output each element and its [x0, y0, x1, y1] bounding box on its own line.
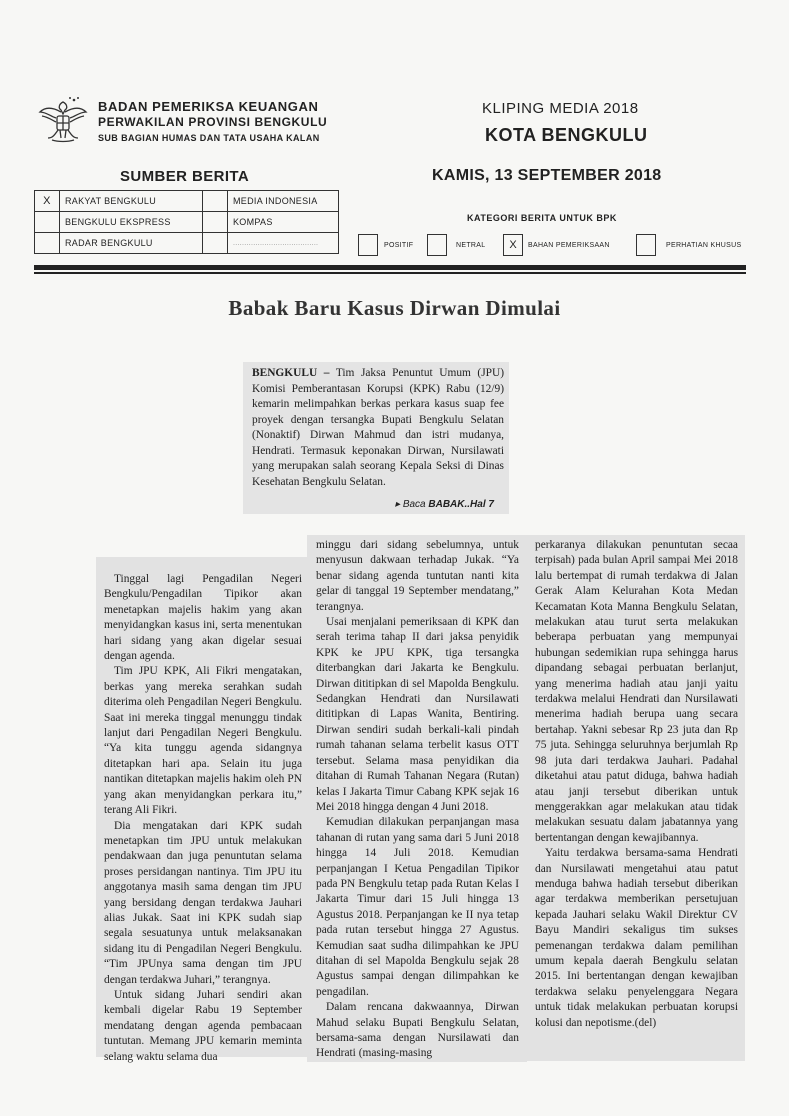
article-column-2: [316, 538, 519, 1062]
category-positif-label: POSITIF: [384, 242, 414, 249]
source-mark: [35, 212, 60, 233]
paragraph: perkaranya dilakukan penuntutan secaa terpisah) pada bulan April sampai Mei 2018 lalu bertempat di rumah terdakwa di Jalan Gerak Alam Kelurahan Kota Medan Kecamatan Kota Manna Bengkulu Selatan, melakukan atau turut serta melakukan beberapa perbuatan yang mempunyai hubungan sedemikian rupa sehingga harus dipandang sebagai perbuatan berlanjut, yang menerima hadiah atau janji yaitu terdakwa melalui Hendrati dan Nursilawati menerima hadiah berupa uang secara bertahap. Yakni sebesar Rp 23 juta dan Rp 75 juta. Sehingga seluruhnya berjumlah Rp 98 juta dari terdakwa Jauhari. Padahal diketahui atau patut diduga, bahwa hadiah atau janji tersebut diberikan untuk menggerakkan agar melakukan atau tidak melakukan sesuatu dalam jabatannya yang bertentangan dengan kewajibannya.: [535, 539, 738, 844]
source-row: [35, 212, 339, 233]
lead-paragraph: [252, 366, 504, 490]
paragraph: Kemudian dilakukan perpanjangan masa tahanan di rutan yang sama dari 5 Juni 2018 hingga 14 Juli 2018. Kemudian perpanjangan I Ketua Pengadilan Tipikor pada PN Bengkulu tetap pada Rutan Kelas I Jakarta Timur dari 15 Juli hingga 13 Agustus 2018. Perpanjangan ke II nya tetap pada rutan tersebut hingga 27 Agustus. Kemudian saat sudha dilimpahkan ke JPU ditahan di sel Mapolda Bengkulu sejak 28 Agustus sampai dengan dilimpahkan ke pengadilan.: [316, 816, 519, 998]
arrow-icon: ▸: [395, 499, 401, 510]
baca-prefix: Baca: [402, 499, 426, 510]
article-column-1: [104, 572, 302, 1065]
category-bahan-label: BAHAN PEMERIKSAAN: [528, 242, 610, 249]
paragraph: Usai menjalani pemeriksaan di KPK dan serah terima tahap II dari jaksa penyidik KPK ke JPU KPK, tiga tersangka diterbangkan dari Jakarta ke Bengkulu. Dirwan dititipkan di sel Mapolda Bengkulu. Sedangkan Hendrati dan Nursilawati dititipkan di Lapas Wanita, Bentiring. Dirwan sendiri sudah berkali-kali pindah rumah tahanan selama terbelit kasus OTT tersebut. Selama masa penyidikan dia ditahan di Rumah Tahanan Negara (Rutan) kelas I Jakarta Timur Cabang KPK sejak 16 Mei 2018 hingga dengan 4 Juni 2018.: [316, 616, 519, 813]
city-title: KOTA BENGKULU: [485, 125, 648, 145]
article-column-3: [535, 538, 738, 1031]
source-name: BENGKULU EKSPRESS: [60, 212, 203, 233]
category-netral-checkbox: [427, 234, 447, 256]
source-name: ......................................: [228, 233, 339, 254]
source-name: KOMPAS: [228, 212, 339, 233]
paragraph: Yaitu terdakwa bersama-sama Hendrati dan Nursilawati mengetahui atau patut menduga bahwa hadiah tersebut diberikan agar terdakwa memberikan persetujuan kepada Jauhari selaku Wakil Direktur CV Bayu Mandiri sekaligus tim sukses pemenangan terdakwa dalam pemilihan umum kepala daerah Bengkulu selatan 2015. Ini bertentangan dengan kewajiban terdakwa selaku penyelenggara Negara untuk tidak melakukan perbuatan korupsi kolusi dan nepotisme.(del): [535, 847, 738, 1029]
paragraph: Untuk sidang Juhari sendiri akan kembali digelar Rabu 19 September mendatang dengan agenda pembacaan tuntutan. Memang JPU kemarin meminta selang waktu selama dua: [104, 988, 302, 1063]
paragraph: minggu dari sidang sebelumnya, untuk menyusun dakwaan terhadap Jukak. “Ya benar sidang agenda tuntutan nanti kita gelar di tanggal 19 September mendatang,” terangnya.: [316, 539, 519, 613]
paragraph: Tim JPU KPK, Ali Fikri mengatakan, berkas yang mereka serahkan sudah diterima oleh Pengadilan Negeri Bengkulu. Saat ini mereka tinggal menunggu tindak lanjut dari Pengadilan Negeri Bengkulu. “Ya kita tunggu agenda sidangnya ditetapkan hari apa. Selain itu juga nantikan ditetapkan majelis hakim oleh PN yang akan menyidangkan perkara itu,” terang Ali Fikri.: [104, 665, 302, 817]
org-subdivision: SUB BAGIAN HUMAS DAN TATA USAHA KALAN: [98, 133, 320, 143]
paragraph: Tinggal lagi Pengadilan Negeri Bengkulu/Pengadilan Tipikor akan menetapkan majelis hakim yang akan menyidangkan kasus ini, serta menentukan hari sidang yang akan digelar sesuai dengan agenda.: [104, 573, 302, 663]
source-mark: [203, 191, 228, 212]
category-positif-checkbox: [358, 234, 378, 256]
divider: [34, 265, 746, 270]
continued-reference: [395, 499, 494, 510]
category-perhatian-label: PERHATIAN KHUSUS: [666, 242, 742, 249]
source-name: MEDIA INDONESIA: [228, 191, 339, 212]
source-row: [35, 191, 339, 212]
source-table: [34, 190, 339, 254]
org-branch: PERWAKILAN PROVINSI BENGKULU: [98, 115, 328, 129]
kliping-title: KLIPING MEDIA 2018: [482, 100, 639, 117]
source-mark: [203, 212, 228, 233]
paragraph: Dia mengatakan dari KPK sudah menetapkan tim JPU untuk melakukan pendakwaan dan juga penuntutan selama proses persidangan nantinya. Tim JPU itu anggotanya masih sama dengan tim JPU yang bersidang dengan terdakwa Jauhari alias Jukak. Saat ini KPK sudah siap segala sesuatunya untuk melaksanakan sidang itu di Pengadilan Negeri Bengkulu. “Tim JPUnya sama dengan tim JPU dengan terdakwa Juhari,” terangnya.: [104, 819, 302, 986]
article-headline: Babak Baru Kasus Dirwan Dimulai: [228, 296, 561, 320]
lead-text: Tim Jaksa Penuntut Umum (JPU) Komisi Pemberantasan Korupsi (KPK) Rabu (12/9) kemarin melimpahkan berkas perkara kasus suap fee proyek dengan tersangka Bupati Bengkulu Selatan (Nonaktif) Dirwan Mahmud dan istri mudanya, Hendrati. Termasuk keponakan Dirwan, Nursilawati yang merupakan salah seorang Kepala Seksi di Dinas Kesehatan Bengkulu Selatan.: [252, 367, 505, 488]
paragraph: Dalam rencana dakwaannya, Dirwan Mahud selaku Bupati Bengkulu Selatan, bersama-sama dengan Nursilawati dan Hendrati (masing-masing: [316, 1001, 519, 1060]
source-mark: [35, 233, 60, 254]
source-mark: [203, 233, 228, 254]
divider: [34, 272, 746, 274]
category-perhatian-checkbox: [636, 234, 656, 256]
source-row: [35, 233, 339, 254]
source-name: RAKYAT BENGKULU: [60, 191, 203, 212]
source-title: SUMBER BERITA: [120, 168, 250, 185]
garuda-emblem-icon: [34, 92, 92, 150]
lead-dateline: BENGKULU –: [252, 367, 330, 379]
category-title: KATEGORI BERITA UNTUK BPK: [467, 213, 617, 223]
source-name: RADAR BENGKULU: [60, 233, 203, 254]
category-netral-label: NETRAL: [456, 242, 486, 249]
date-title: KAMIS, 13 SEPTEMBER 2018: [432, 167, 662, 184]
source-mark: X: [35, 191, 60, 212]
org-name: BADAN PEMERIKSA KEUANGAN: [98, 99, 319, 114]
category-bahan-checkbox: X: [503, 234, 523, 256]
baca-ref: BABAK..Hal 7: [428, 499, 494, 510]
